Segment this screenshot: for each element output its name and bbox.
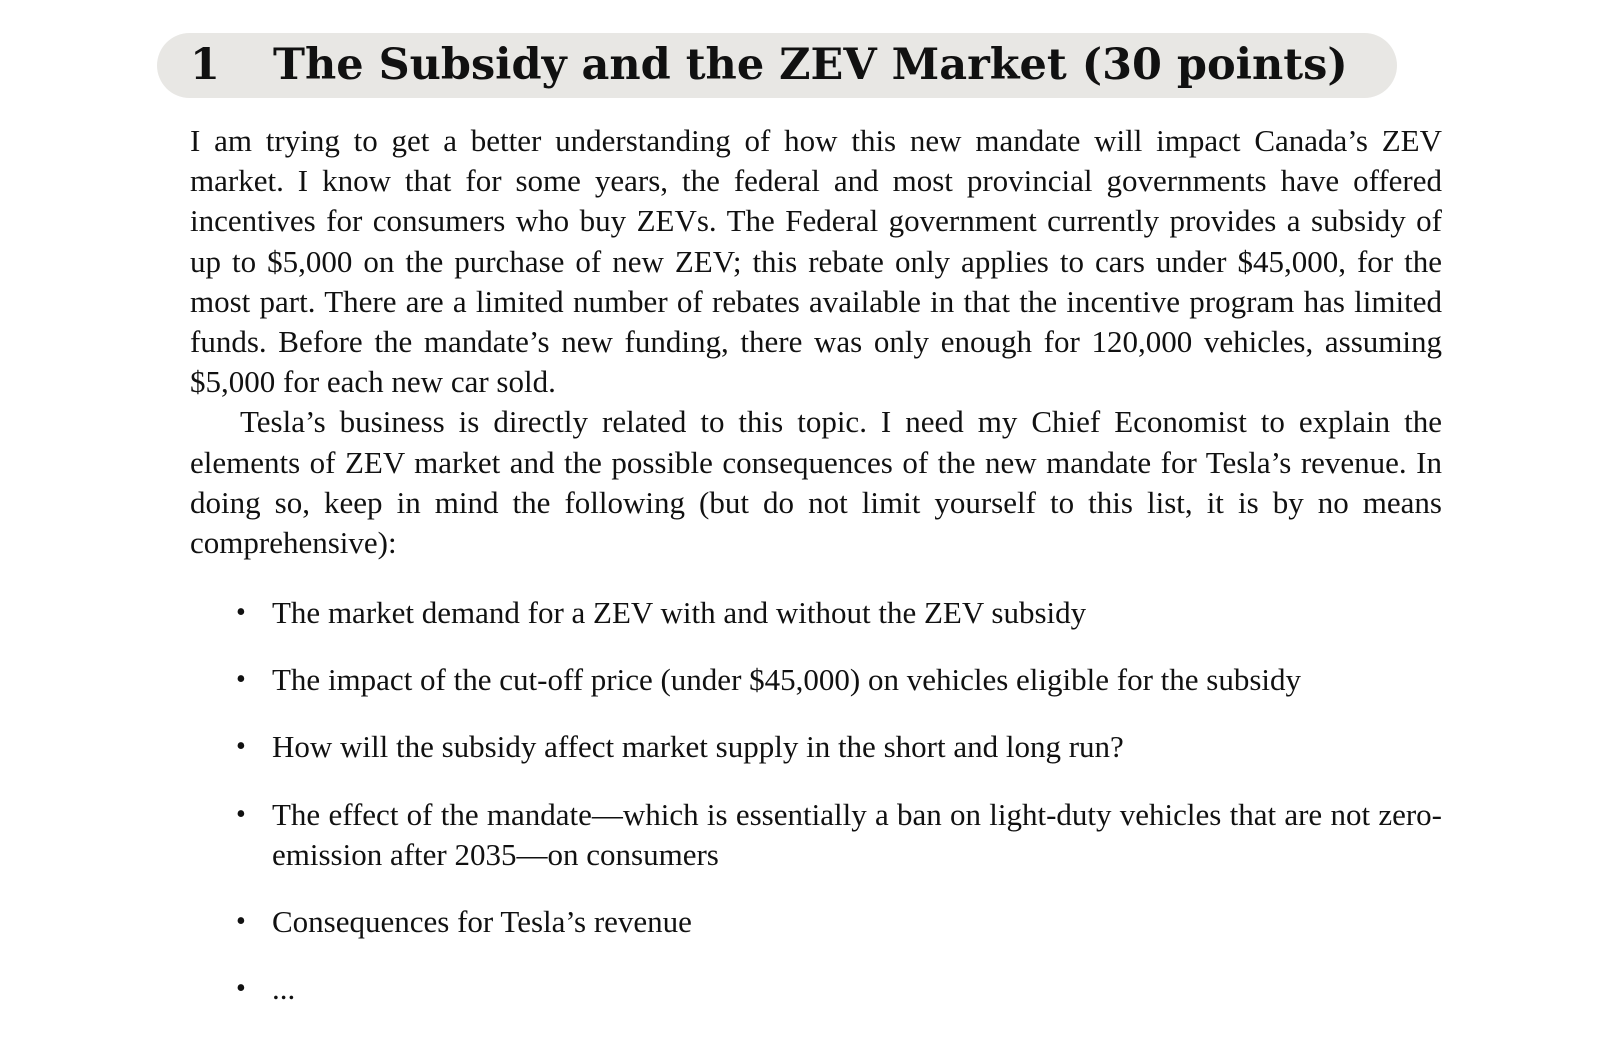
list-item-text: How will the subsidy affect market supply in the short and long run? bbox=[272, 729, 1124, 765]
list-item-text: Consequences for Tesla’s revenue bbox=[272, 904, 692, 940]
list-item-text: The market demand for a ZEV with and without the ZEV subsidy bbox=[272, 595, 1087, 630]
paragraph-request: Tesla’s business is directly related to this topic. I need my Chief Economist to explain the elements of ZEV market and the possible consequences of the new mandate for Tesla’s revenue. In doing so, keep in mind the following (but do not limit yourself to this list, it is by no means comprehensive): bbox=[190, 404, 1442, 561]
paragraph-intro: I am trying to get a better understanding of how this new mandate will impact Canada’s ZEV market. I know that for some years, the federal and most provincial governments have offered incentives for consumers who buy ZEVs. The Federal government currently provides a subsidy of up to $5,000 on the purchase of new ZEV; this rebate only applies to cars under $45,000, for the most part. There are a limited number of rebates available in that the incentive program has limited funds. Before the mandate’s new funding, there was only enough for 120,000 vehicles, assuming $5,000 for each new car sold. bbox=[190, 123, 1442, 400]
bullet-marker: • bbox=[236, 597, 246, 628]
list-item-text: The impact of the cut-off price (under $45,000) on vehicles eligible for the subsidy bbox=[272, 662, 1302, 698]
list-item bbox=[190, 902, 1442, 942]
bullet-marker: • bbox=[236, 906, 246, 938]
section-title: The Subsidy and the ZEV Market (30 points) bbox=[273, 40, 1348, 90]
bullet-marker: • bbox=[236, 664, 246, 696]
list-item bbox=[190, 593, 1442, 633]
section-number: 1 bbox=[190, 40, 220, 90]
list-item bbox=[190, 660, 1442, 700]
section-heading bbox=[157, 33, 1397, 98]
body-text bbox=[190, 121, 1442, 563]
bullet-marker: • bbox=[236, 798, 246, 830]
list-item bbox=[190, 969, 1442, 1009]
bullet-marker: • bbox=[236, 973, 246, 1005]
bullet-list bbox=[190, 593, 1442, 1036]
list-item-text: The effect of the mandate—which is essentially a ban on light-duty vehicles that are not zero-emission after 2035—on consumers bbox=[272, 796, 1442, 872]
list-item-text: ... bbox=[272, 971, 296, 1007]
bullet-marker: • bbox=[236, 731, 246, 763]
list-item bbox=[190, 795, 1442, 875]
list-item bbox=[190, 727, 1442, 767]
